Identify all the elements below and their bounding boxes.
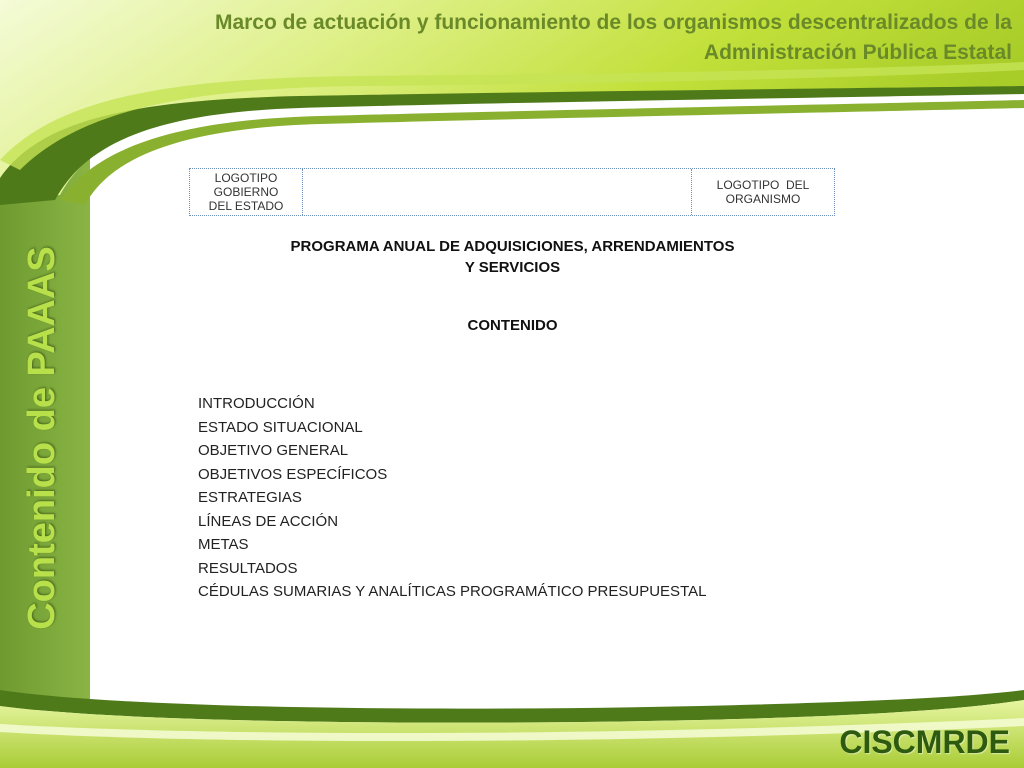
logo-left-line: LOGOTIPO bbox=[214, 171, 278, 185]
logo-right-line: LOGOTIPO DEL bbox=[716, 178, 810, 192]
document-subheading: CONTENIDO bbox=[467, 317, 558, 334]
logo-header-table bbox=[189, 168, 835, 216]
toc-item: RESULTADOS bbox=[198, 559, 298, 577]
document-heading-line-1: PROGRAMA ANUAL DE ADQUISICIONES, ARRENDAMIENTOS bbox=[290, 238, 735, 255]
brand-name: CISCMRDE bbox=[839, 724, 1010, 760]
logo-gobierno-placeholder bbox=[190, 169, 303, 215]
logo-header-spacer bbox=[303, 169, 691, 215]
toc-item: ESTRATEGIAS bbox=[198, 489, 302, 506]
document-heading-line-2: Y SERVICIOS bbox=[464, 259, 561, 276]
slide-title-line-1: Marco de actuación y funcionamiento de los organismos descentralizados de la bbox=[214, 11, 1012, 34]
toc-item: OBJETIVO GENERAL bbox=[198, 442, 349, 459]
slide-title bbox=[12, 8, 1012, 68]
slide-title-line-2: Administración Pública Estatal bbox=[703, 41, 1012, 64]
toc-item: OBJETIVOS ESPECÍFICOS bbox=[198, 465, 388, 483]
toc-item: LÍNEAS DE ACCIÓN bbox=[198, 512, 339, 530]
toc-item: INTRODUCCIÓN bbox=[198, 395, 315, 412]
toc-item: METAS bbox=[198, 536, 249, 553]
logo-right-line: ORGANISMO bbox=[725, 192, 801, 206]
document-heading bbox=[190, 236, 835, 278]
side-title: Contenido de PAAAS bbox=[21, 246, 63, 630]
logo-left-line: GOBIERNO bbox=[213, 185, 279, 199]
logo-left-line: DEL ESTADO bbox=[208, 199, 284, 213]
toc-item: CÉDULAS SUMARIAS Y ANALÍTICAS PROGRAMÁTICO PRESUPUESTAL bbox=[198, 583, 707, 600]
toc-item: ESTADO SITUACIONAL bbox=[198, 418, 363, 436]
logo-organismo-placeholder bbox=[691, 169, 834, 215]
table-of-contents bbox=[198, 392, 706, 604]
